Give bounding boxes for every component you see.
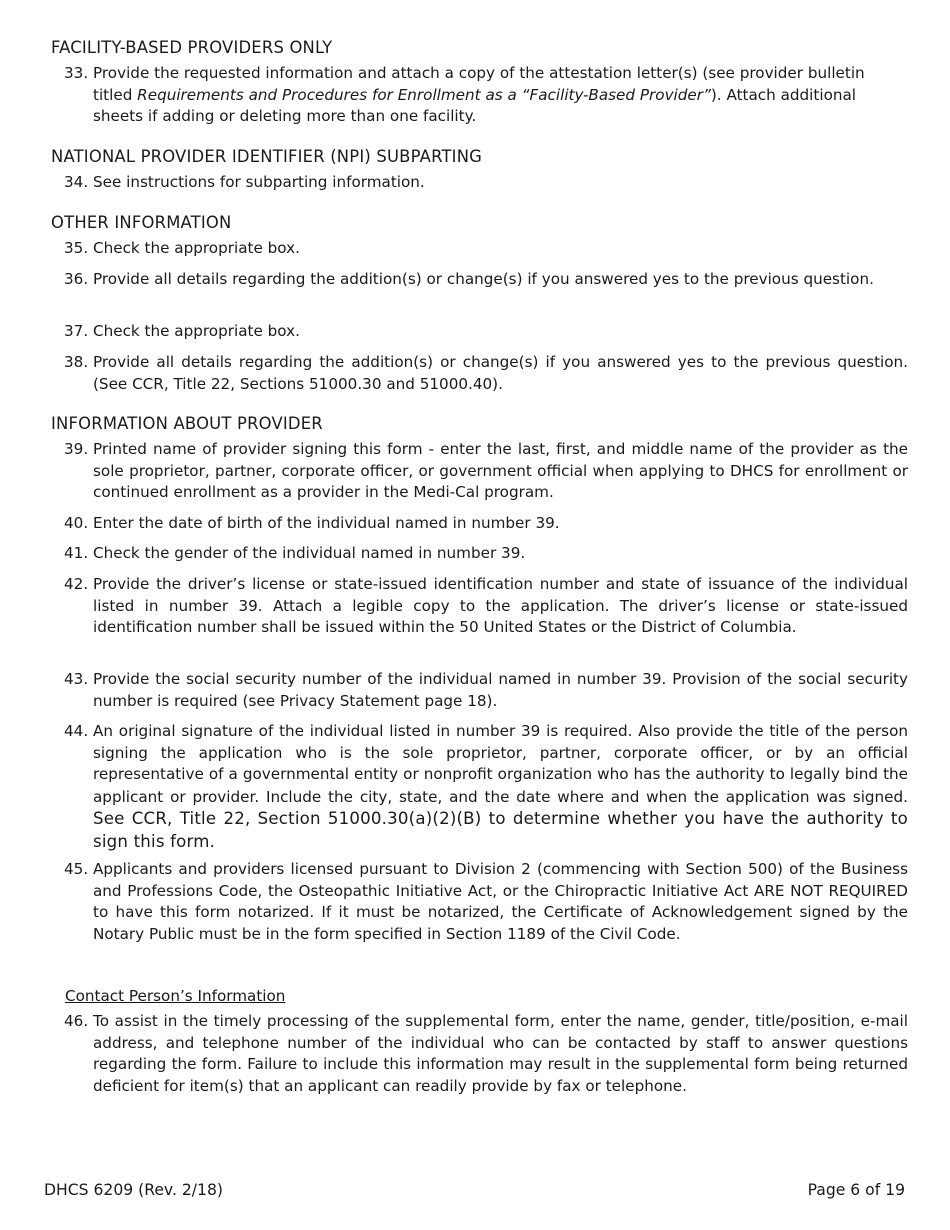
item-number: 40. xyxy=(64,514,89,532)
instruction-item-41 xyxy=(64,543,908,565)
instruction-item-43 xyxy=(64,669,908,712)
item-number: 43. xyxy=(64,670,89,688)
instruction-item-33 xyxy=(64,63,908,128)
authority-note: See CCR, Title 22, Section 51000.30(a)(2)(B) to determine whether you have the authority to sign this form. xyxy=(93,809,908,851)
instruction-item-35 xyxy=(64,238,908,260)
item-text: Check the appropriate box. xyxy=(93,239,300,257)
section-heading-facility: FACILITY-BASED PROVIDERS ONLY xyxy=(51,38,333,57)
bulletin-title: Requirements and Procedures for Enrollment as a “Facility-Based Provider” xyxy=(137,85,711,104)
item-number: 46. xyxy=(64,1012,89,1030)
section-heading-npi: NATIONAL PROVIDER IDENTIFIER (NPI) SUBPARTING xyxy=(51,147,483,166)
item-text: Check the appropriate box. xyxy=(93,322,300,340)
instruction-item-42 xyxy=(64,574,908,639)
instruction-item-38 xyxy=(64,352,908,395)
item-text: To assist in the timely processing of the supplemental form, enter the name, gender, title/position, e-mail address, and telephone number of the individual who can be contacted by staff to answer questions regarding the form. Failure to include this information may result in the supplemental form being returned deficient for item(s) that an applicant can readily provide by fax or telephone. xyxy=(93,1012,908,1095)
item-number: 33. xyxy=(64,64,89,82)
instruction-item-40 xyxy=(64,513,908,535)
instruction-item-37 xyxy=(64,321,908,343)
footer-page-number: Page 6 of 19 xyxy=(807,1181,905,1199)
instruction-item-34 xyxy=(64,172,908,194)
footer-form-id: DHCS 6209 (Rev. 2/18) xyxy=(44,1181,223,1199)
item-number: 37. xyxy=(64,322,89,340)
item-text: Applicants and providers licensed pursuant to Division 2 (commencing with Section 500) of the Business and Professions Code, the Osteopathic Initiative Act, or the Chiropractic Initiative Act ARE NOT REQUIRED to have this form notarized. If it must be notarized, the Certificate of Acknowledgement signed by the Notary Public must be in the form specified in Section 1189 of the Civil Code. xyxy=(93,860,908,943)
item-text xyxy=(93,63,908,128)
item-text-post: ). Attach additional sheets if adding or deleting more than one facility. xyxy=(93,85,857,125)
item-number: 35. xyxy=(64,239,89,257)
item-text: Provide the social security number of the individual named in number 39. Provision of the social security number is required (see Privacy Statement page 18). xyxy=(93,670,908,710)
item-text: Provide all details regarding the addition(s) or change(s) if you answered yes to the previous question. (See CCR, Title 22, Sections 51000.30 and 51000.40). xyxy=(93,353,908,393)
item-number: 44. xyxy=(64,722,89,740)
item-number: 38. xyxy=(64,353,89,371)
section-heading-other: OTHER INFORMATION xyxy=(51,213,232,232)
item-number: 39. xyxy=(64,440,89,458)
item-text: See instructions for subparting information. xyxy=(93,173,425,191)
item-number: 42. xyxy=(64,575,89,593)
item-text: Printed name of provider signing this form - enter the last, first, and middle name of the provider as the sole proprietor, partner, corporate officer, or government official when applying to DHCS for enrollment or continued enrollment as a provider in the Medi-Cal program. xyxy=(93,440,908,501)
item-number: 34. xyxy=(64,173,89,191)
instruction-item-36 xyxy=(64,269,908,291)
section-heading-provider: INFORMATION ABOUT PROVIDER xyxy=(51,414,323,433)
instruction-item-39 xyxy=(64,439,908,504)
instruction-item-46 xyxy=(64,1011,908,1097)
instruction-item-45 xyxy=(64,859,908,945)
item-text: Provide all details regarding the addition(s) or change(s) if you answered yes to the previous question. xyxy=(93,270,874,288)
instruction-item-44 xyxy=(64,721,908,853)
item-text: Provide the driver’s license or state-issued identification number and state of issuance of the individual listed in number 39. Attach a legible copy to the application. The driver’s license or state-issued identification number shall be issued within the 50 United States or the District of Columbia. xyxy=(93,575,908,636)
item-number: 36. xyxy=(64,270,89,288)
item-number: 41. xyxy=(64,544,89,562)
item-number: 45. xyxy=(64,860,89,878)
item-text: Enter the date of birth of the individual named in number 39. xyxy=(93,514,560,532)
item-text xyxy=(93,721,908,853)
subheading-contact: Contact Person’s Information xyxy=(65,987,286,1005)
item-text-main: An original signature of the individual listed in number 39 is required. Also provide the title of the person signing the application who is the sole proprietor, partner, corporate officer, or by an official representative of a governmental entity or nonprofit organization who has the authority to legally bind the applicant or provider. Include the city, state, and the date where and when the application was signed. xyxy=(93,722,908,806)
item-text: Check the gender of the individual named in number 39. xyxy=(93,544,526,562)
item-text-pre: Provide the requested information and attach a copy of the attestation letter(s) (see provider bulletin titled xyxy=(93,64,865,104)
